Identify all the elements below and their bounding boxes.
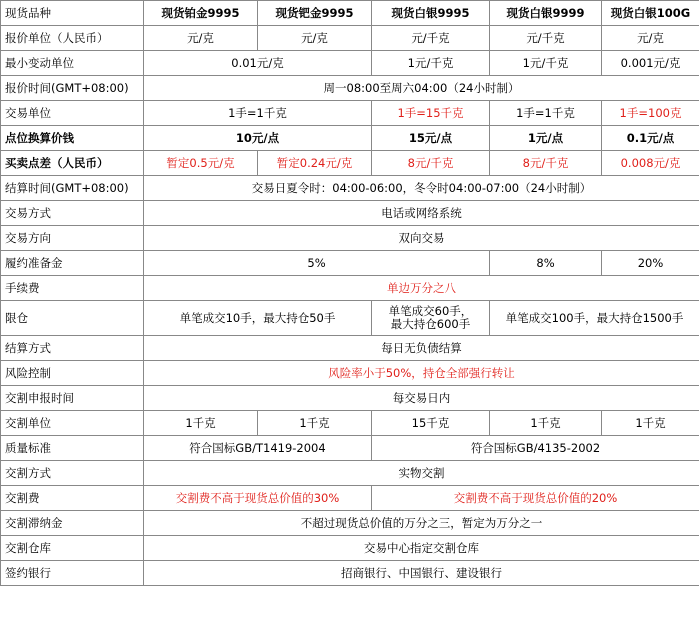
quote-time-row (1, 76, 699, 101)
trade-direction-row (1, 226, 699, 251)
position-limit-row (1, 301, 699, 336)
cell-value: 电话或网络系统 (144, 201, 699, 226)
cell-value: 元/千克 (372, 26, 490, 51)
cell-value: 不超过现货总价值的万分之三，暂定为万分之一 (144, 511, 699, 536)
product-silver-9995: 现货白银9995 (372, 1, 490, 26)
cell-value: 交割费不高于现货总价值的30% (144, 486, 372, 511)
cell-value: 暂定0.24元/克 (258, 151, 372, 176)
cell-value: 元/千克 (490, 26, 602, 51)
cell-value (372, 301, 490, 336)
row-label: 点位换算价钱 (1, 126, 144, 151)
cell-value: 0.008元/克 (602, 151, 699, 176)
cell-value: 15千克 (372, 411, 490, 436)
cell-value: 0.01元/克 (144, 51, 372, 76)
row-label: 交割申报时间 (1, 386, 144, 411)
cell-value: 交割费不高于现货总价值的20% (372, 486, 699, 511)
cell-value: 1千克 (602, 411, 699, 436)
product-silver-9999: 现货白银9999 (490, 1, 602, 26)
row-label: 报价时间(GMT+08:00) (1, 76, 144, 101)
cell-value: 1手=1千克 (144, 101, 372, 126)
cell-value: 周一08:00至周六04:00（24小时制） (144, 76, 699, 101)
header-row (1, 1, 699, 26)
delivery-apply-time-row (1, 386, 699, 411)
fee-row (1, 276, 699, 301)
cell-value: 1元/千克 (490, 51, 602, 76)
cell-value: 单笔成交100手，最大持仓1500手 (490, 301, 699, 336)
delivery-fee-row (1, 486, 699, 511)
product-palladium-9995: 现货钯金9995 (258, 1, 372, 26)
cell-value: 符合国标GB/4135-2002 (372, 436, 699, 461)
row-label: 质量标准 (1, 436, 144, 461)
min-tick-row (1, 51, 699, 76)
cell-value: 1元/点 (490, 126, 602, 151)
cell-value: 双向交易 (144, 226, 699, 251)
cell-value: 15元/点 (372, 126, 490, 151)
cell-value: 1手=1千克 (490, 101, 602, 126)
cell-value: 元/克 (602, 26, 699, 51)
settle-method-row (1, 336, 699, 361)
row-label: 交易方向 (1, 226, 144, 251)
cell-line: 单笔成交60手， (388, 304, 473, 318)
cell-value: 0.001元/克 (602, 51, 699, 76)
cell-value: 暂定0.5元/克 (144, 151, 258, 176)
cell-value: 1千克 (490, 411, 602, 436)
warehouse-row (1, 536, 699, 561)
cell-value: 1手=100克 (602, 101, 699, 126)
margin-row (1, 251, 699, 276)
quote-unit-row (1, 26, 699, 51)
cell-value: 单边万分之八 (144, 276, 699, 301)
spread-row (1, 151, 699, 176)
product-platinum-9995: 现货铂金9995 (144, 1, 258, 26)
row-label: 风险控制 (1, 361, 144, 386)
row-label: 交割方式 (1, 461, 144, 486)
row-label: 交易方式 (1, 201, 144, 226)
bank-row (1, 561, 699, 586)
row-label: 报价单位（人民币） (1, 26, 144, 51)
row-label: 签约银行 (1, 561, 144, 586)
cell-value: 单笔成交10手，最大持仓50手 (144, 301, 372, 336)
cell-value: 1千克 (144, 411, 258, 436)
cell-value: 8元/千克 (372, 151, 490, 176)
cell-value: 1元/千克 (372, 51, 490, 76)
late-fee-row (1, 511, 699, 536)
cell-value: 交易日夏令时：04:00-06:00，冬令时04:00-07:00（24小时制） (144, 176, 699, 201)
cell-line: 最大持仓600手 (390, 317, 471, 331)
quality-row (1, 436, 699, 461)
row-label: 交易单位 (1, 101, 144, 126)
cell-value: 20% (602, 251, 699, 276)
row-label: 交割仓库 (1, 536, 144, 561)
row-label: 结算时间(GMT+08:00) (1, 176, 144, 201)
row-label: 交割滞纳金 (1, 511, 144, 536)
header-label: 现货品种 (1, 1, 144, 26)
row-label: 履约准备金 (1, 251, 144, 276)
trade-method-row (1, 201, 699, 226)
row-label: 交割单位 (1, 411, 144, 436)
row-label: 手续费 (1, 276, 144, 301)
product-silver-100g: 现货白银100G (602, 1, 699, 26)
cell-value: 5% (144, 251, 490, 276)
cell-value: 1手=15千克 (372, 101, 490, 126)
risk-control-row (1, 361, 699, 386)
cell-value: 1千克 (258, 411, 372, 436)
cell-value: 10元/点 (144, 126, 372, 151)
cell-value: 元/克 (144, 26, 258, 51)
row-label: 最小变动单位 (1, 51, 144, 76)
cell-value: 招商银行、中国银行、建设银行 (144, 561, 699, 586)
cell-value: 每交易日内 (144, 386, 699, 411)
cell-value: 风险率小于50%，持仓全部强行转让 (144, 361, 699, 386)
delivery-unit-row (1, 411, 699, 436)
row-label: 交割费 (1, 486, 144, 511)
row-label: 买卖点差（人民币） (1, 151, 144, 176)
trade-unit-row (1, 101, 699, 126)
cell-value: 符合国标GB/T1419-2004 (144, 436, 372, 461)
row-label: 结算方式 (1, 336, 144, 361)
cell-value: 8元/千克 (490, 151, 602, 176)
cell-value: 每日无负债结算 (144, 336, 699, 361)
cell-value: 8% (490, 251, 602, 276)
cell-value: 实物交割 (144, 461, 699, 486)
point-value-row (1, 126, 699, 151)
delivery-method-row (1, 461, 699, 486)
cell-value: 交易中心指定交割仓库 (144, 536, 699, 561)
settle-time-row (1, 176, 699, 201)
cell-value: 元/克 (258, 26, 372, 51)
cell-value: 0.1元/点 (602, 126, 699, 151)
row-label: 限仓 (1, 301, 144, 336)
